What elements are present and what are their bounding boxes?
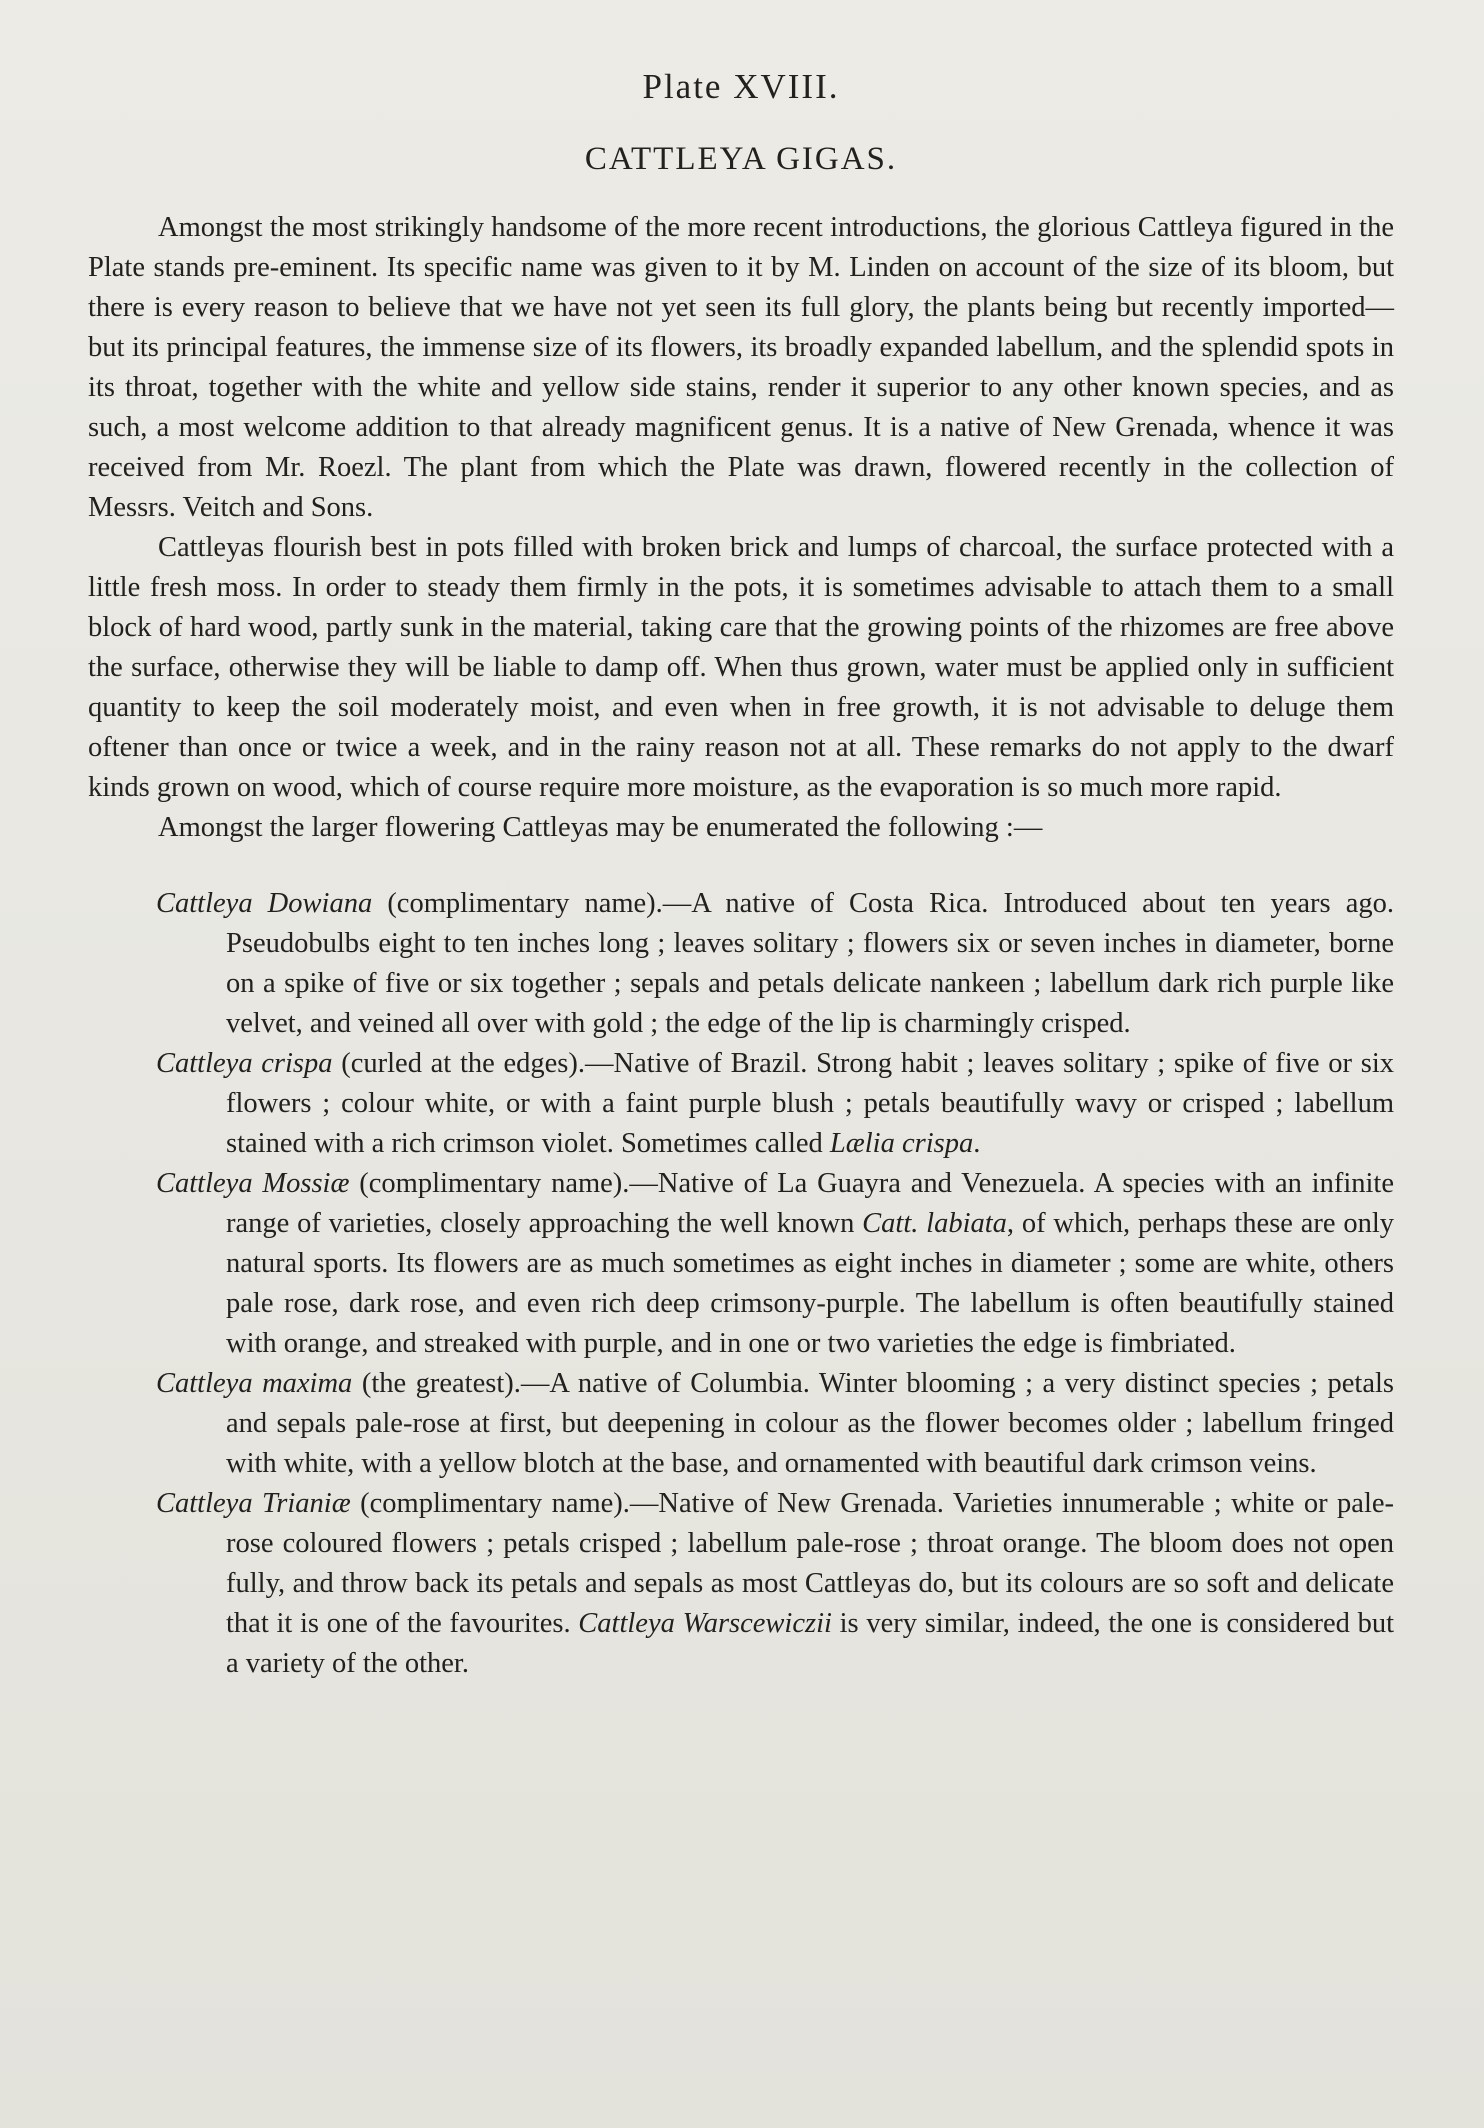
species-name: Cattleya crispa [156, 1048, 333, 1079]
species-description-tail: is very similar, indeed, the one is considered but a variety of the other. [226, 1608, 1394, 1679]
species-description: (the greatest).—A native of Columbia. Winter blooming ; a very distinct species ; petals and sepals pale-rose at first, but deepening in colour as the flower becomes older ; labellum fringed with white, with a yellow blotch at the base, and ornamented with beautiful dark crimson veins. [226, 1368, 1394, 1479]
species-name: Cattleya Dowiana [156, 888, 373, 919]
species-entry-mossiae [156, 1164, 1394, 1364]
species-description: (complimentary name).—Native of La Guayra and Venezuela. A species with an infinite range of varieties, closely approaching the well known [226, 1168, 1394, 1239]
page-title: CATTLEYA GIGAS. [584, 141, 898, 177]
species-description: (complimentary name).—Native of New Grenada. Varieties innumerable ; white or pale-rose coloured flowers ; petals crisped ; labellum pale-rose ; throat orange. The bloom does not open fully, and throw back its petals and sepals as most Cattleyas do, but its colours are so soft and delicate that it is one of the favourites. [226, 1488, 1394, 1639]
species-reference: Catt. labiata [862, 1208, 1007, 1239]
plate-number: Plate XVIII. [642, 67, 840, 106]
species-description-tail: . [973, 1128, 981, 1159]
species-entry-crispa [156, 1044, 1394, 1164]
species-list [88, 884, 1394, 1684]
species-entry-dowiana [156, 884, 1394, 1044]
species-entry-maxima [156, 1364, 1394, 1484]
species-description: (complimentary name).—A native of Costa Rica. Introduced about ten years ago. Pseudobulbs eight to ten inches long ; leaves solitary ; flowers six or seven inches in diameter, borne on a spike of five or six together ; sepals and petals delicate nankeen ; labellum dark rich purple like velvet, and veined all over with gold ; the edge of the lip is charmingly crisped. [226, 888, 1394, 1039]
paragraph-list-intro: Amongst the larger flowering Cattleyas may be enumerated the following :— [158, 812, 1043, 843]
species-name: Cattleya Mossiæ [156, 1168, 350, 1199]
paragraph-cultivation: Cattleyas flourish best in pots filled with broken brick and lumps of charcoal, the surface protected with a little fresh moss. In order to steady them firmly in the pots, it is sometimes advisable to attach them to a small block of hard wood, partly sunk in the material, taking care that the growing points of the rhizomes are free above the surface, otherwise they will be liable to damp off. When thus grown, water must be applied only in sufficient quantity to keep the soil moderately moist, and even when in free growth, it is not advisable to deluge them oftener than once or twice a week, and in the rainy reason not at all. These remarks do not apply to the dwarf kinds grown on wood, which of course require more moisture, as the evaporation is so much more rapid. [88, 532, 1394, 803]
species-name: Cattleya maxima [156, 1368, 353, 1399]
species-description-tail: , of which, perhaps these are only natural sports. Its flowers are as much sometimes as eight inches in diameter ; some are white, others pale rose, dark rose, and even rich deep crimsony-purple. The labellum is often beautifully stained with orange, and streaked with purple, and in one or two varieties the edge is fimbriated. [226, 1208, 1394, 1359]
species-entry-trianiae [156, 1484, 1394, 1684]
species-name: Cattleya Trianiæ [156, 1488, 351, 1519]
species-reference: Cattleya Warscewiczii [578, 1608, 832, 1639]
species-description: (curled at the edges).—Native of Brazil. Strong habit ; leaves solitary ; spike of five or six flowers ; colour white, or with a faint purple blush ; petals beautifully wavy or crisped ; labellum stained with a rich crimson violet. Sometimes called [226, 1048, 1394, 1159]
paragraph-intro: Amongst the most strikingly handsome of the more recent introductions, the glorious Cattleya figured in the Plate stands pre-eminent. Its specific name was given to it by M. Linden on account of the size of its bloom, but there is every reason to believe that we have not yet seen its full glory, the plants being but recently imported—but its principal features, the immense size of its flowers, its broadly expanded labellum, and the splendid spots in its throat, together with the white and yellow side stains, render it superior to any other known species, and as such, a most welcome addition to that already magnificent genus. It is a native of New Grenada, whence it was received from Mr. Roezl. The plant from which the Plate was drawn, flowered recently in the collection of Messrs. Veitch and Sons. [88, 212, 1394, 523]
species-synonym: Lælia crispa [829, 1128, 974, 1159]
